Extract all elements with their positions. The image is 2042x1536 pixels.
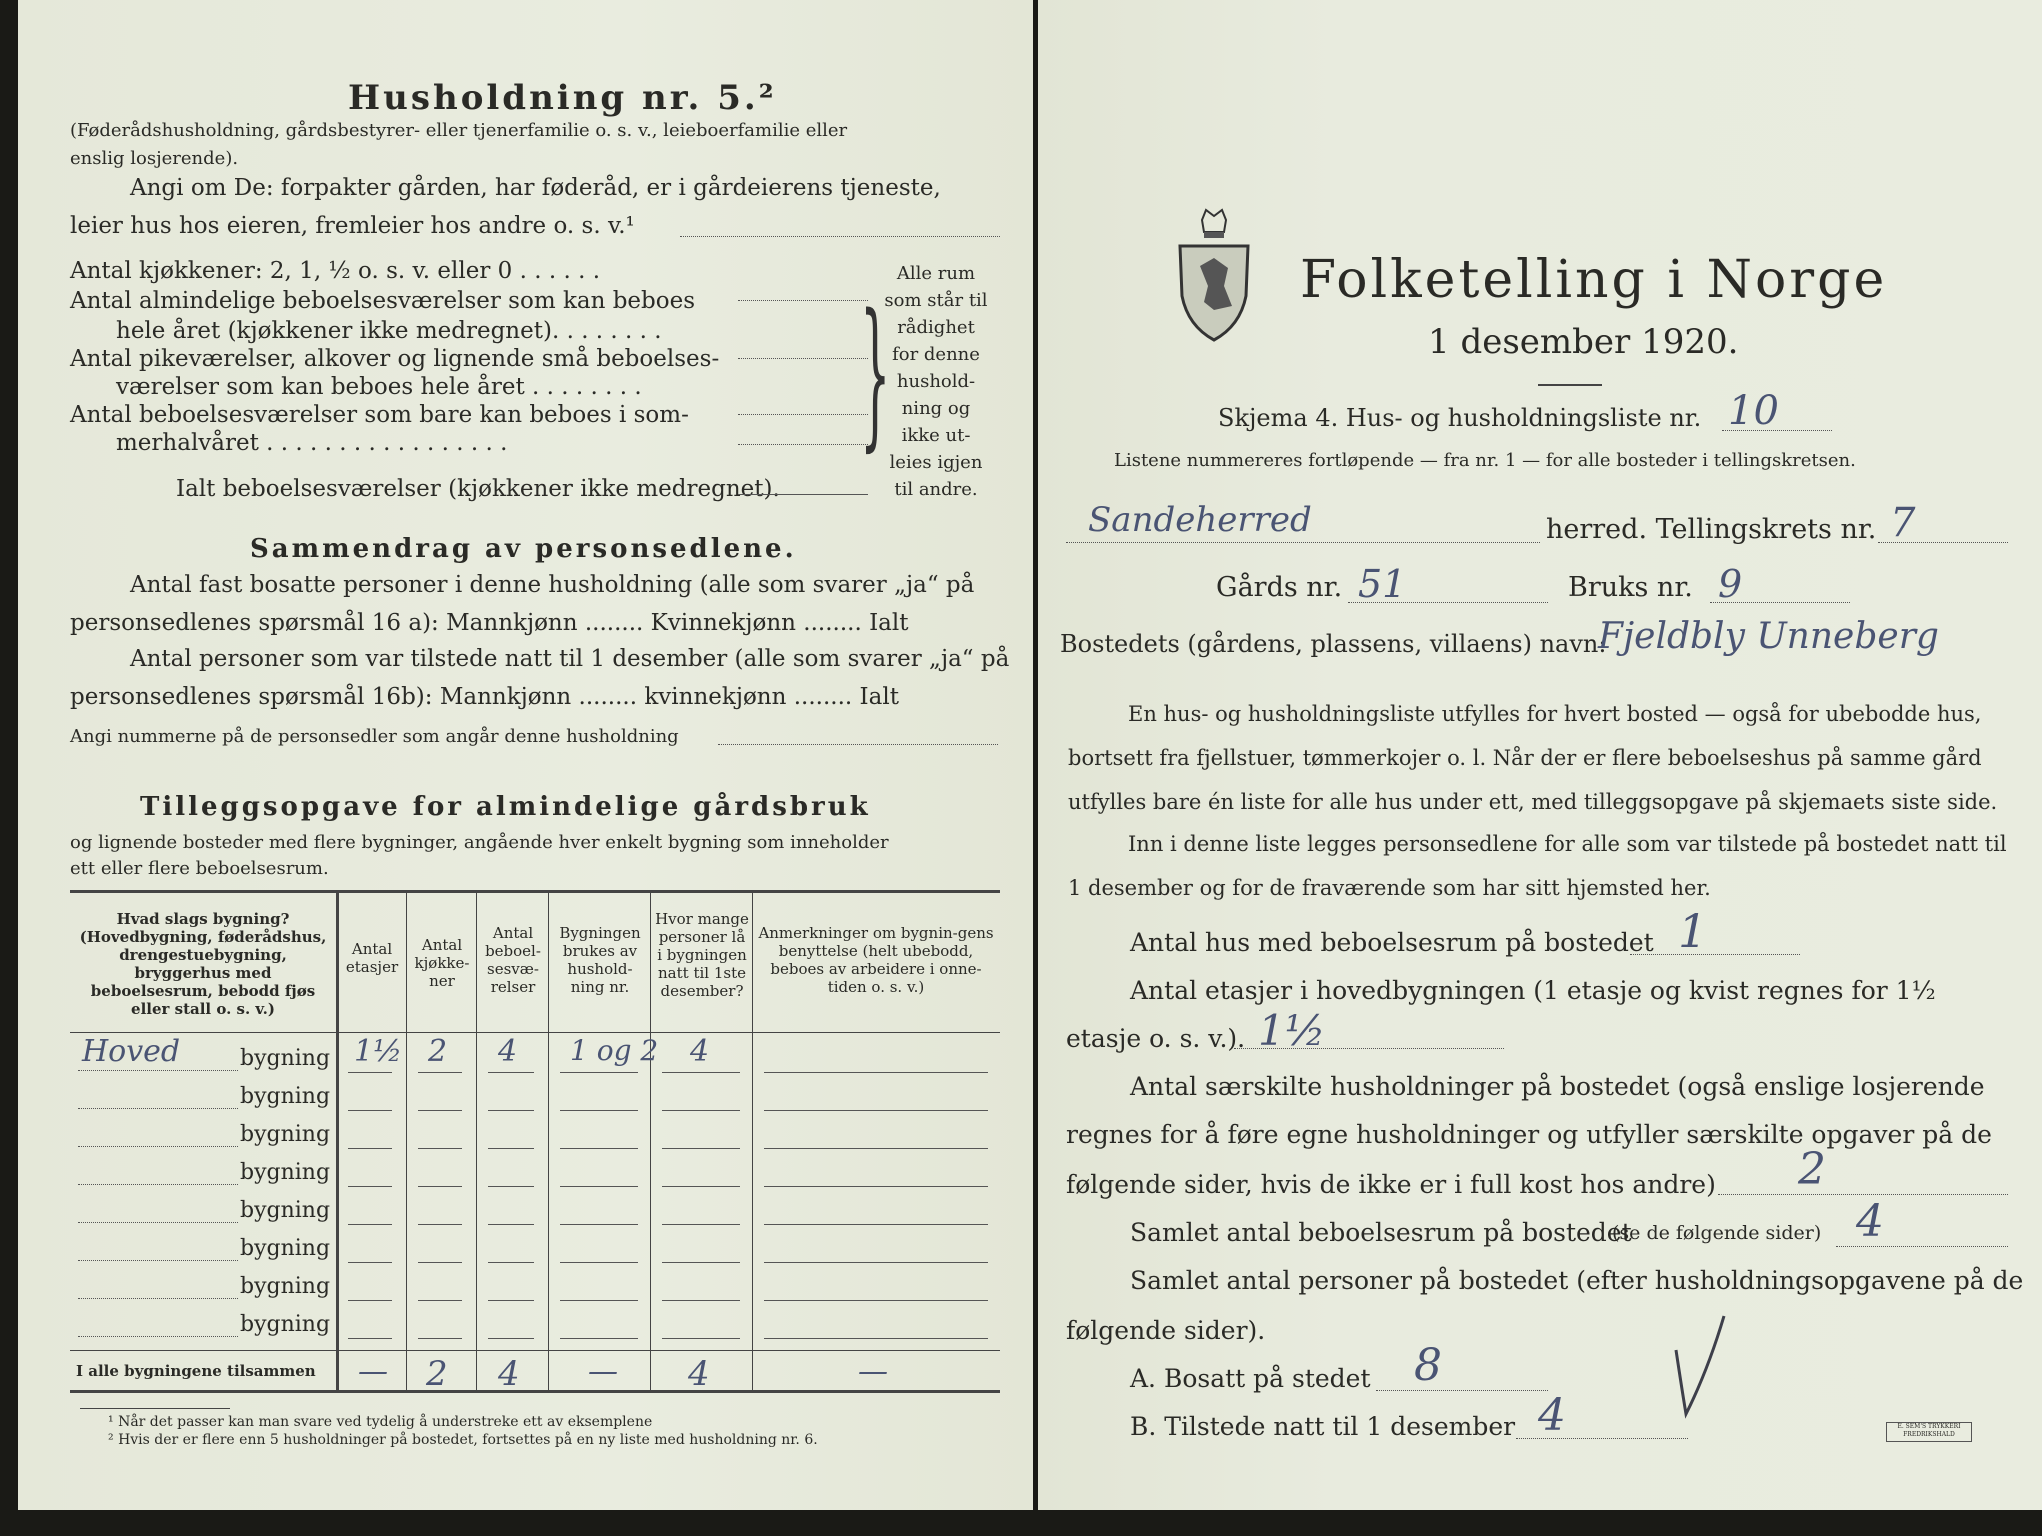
table-bottom-rule	[70, 1390, 1000, 1393]
q-pikevaerelser-2: værelser som kan beboes hele året . . . . . . . .	[116, 374, 642, 400]
row-cell-line	[764, 1072, 988, 1073]
table-vline-4	[548, 892, 549, 1390]
husholdninger-line	[1718, 1194, 2008, 1195]
brace-note-line: som står til	[884, 290, 988, 311]
title-rule	[1538, 384, 1602, 386]
table-vline-5	[650, 892, 651, 1390]
brace-note	[876, 260, 996, 503]
gards-line	[1348, 602, 1548, 603]
bruks-label: Bruks nr.	[1568, 572, 1693, 603]
herred-line	[1066, 542, 1540, 543]
row-bygning-label: bygning	[240, 1122, 331, 1147]
info-para-3: utfylles bare én liste for alle hus under ett, med tilleggsopgave på skjemaets siste side.	[1068, 790, 1998, 814]
row-bygning-label: bygning	[240, 1312, 331, 1337]
q-pikevaerelser-1: Antal pikeværelser, alkover og lignende små beboelses-	[70, 346, 720, 372]
husholdninger-line-3: følgende sider, hvis de ikke er i full kost hos andre)	[1066, 1170, 1716, 1199]
printer-stamp: E. SEM'S TRYKKERI FREDRIKSHALD	[1886, 1422, 1972, 1442]
row-cell-line	[418, 1072, 462, 1073]
right-page	[1038, 0, 2042, 1510]
tilstede-value: 4	[1538, 1390, 1566, 1441]
row-cell-line	[662, 1300, 740, 1301]
q-ialt: Ialt beboelsesværelser (kjøkkener ikke medregnet).	[176, 476, 780, 502]
row-cell-line	[348, 1338, 392, 1339]
bosatt-value: 8	[1414, 1340, 1442, 1391]
answer-line-sommer-b	[738, 444, 868, 445]
tellingskrets-number: 7	[1890, 500, 1916, 546]
husholdninger-line-1: Antal særskilte husholdninger på bostedet (også enslige losjerende	[1130, 1072, 1985, 1101]
norway-coat-of-arms-icon	[1174, 206, 1254, 346]
row-cell-line	[488, 1110, 534, 1111]
brace-note-line: hushold-	[896, 371, 976, 392]
info-para-5: 1 desember og for de fraværende som har sitt hjemsted her.	[1068, 876, 1711, 900]
row-cell-line	[348, 1110, 392, 1111]
row-cell-line	[560, 1186, 638, 1187]
answer-line-sommer-a	[738, 414, 868, 415]
tillegg-title: Tilleggsopgave for almindelige gårdsbruk	[140, 792, 871, 822]
herred-label: herred. Tellingskrets nr.	[1546, 514, 1877, 545]
intro-line-2: enslig losjerende).	[70, 148, 239, 169]
col-header-personer: Hvor mange personer lå i bygningen natt til 1ste desember?	[655, 910, 749, 1000]
q-almindelige-1: Antal almindelige beboelsesværelser som kan beboes	[70, 288, 696, 314]
rom-line	[1836, 1246, 2008, 1247]
row-cell-line	[662, 1224, 740, 1225]
row-cell-line	[418, 1148, 462, 1149]
etasjer-line-2: etasje o. s. v.).	[1066, 1024, 1246, 1053]
bosatt-line	[1376, 1390, 1548, 1391]
table-vline-6	[752, 892, 753, 1390]
total-rom: 4	[498, 1354, 520, 1394]
brace: }	[860, 279, 891, 466]
row-name-line	[78, 1146, 238, 1147]
col-header-bygning: Hvad slags bygning? (Hovedbygning, føderådshus, drengestuebygning, bryggerhus med beboelsesrum, bebodd fjøs eller stall o. s. v.)	[79, 910, 327, 1018]
col-header-etasjer: Antal etasjer	[345, 940, 399, 976]
intro-line-1: (Føderådshusholdning, gårdsbestyrer- eller tjenerfamilie o. s. v., leieboerfamilie eller	[70, 120, 848, 141]
row-name-line	[78, 1336, 238, 1337]
col-header-husholdning: Bygningen brukes av hushold-ning nr.	[559, 924, 641, 996]
row-rom: 4	[498, 1034, 518, 1069]
answer-line-pike	[738, 358, 868, 359]
tilstede-line	[1516, 1438, 1688, 1439]
row-cell-line	[348, 1300, 392, 1301]
rom-note: (se de følgende sider)	[1612, 1222, 1822, 1244]
row-etasjer: 1½	[354, 1034, 403, 1069]
bosatt-label: A. Bosatt på stedet	[1130, 1364, 1371, 1393]
skjema-number: 10	[1728, 388, 1779, 434]
row-cell-line	[488, 1300, 534, 1301]
row-cell-line	[662, 1262, 740, 1263]
row-cell-line	[764, 1338, 988, 1339]
nummerne-line	[718, 744, 998, 745]
skjema-number-line	[1722, 430, 1832, 431]
row-bygning-label: bygning	[240, 1084, 331, 1109]
row-bygning-label: bygning	[240, 1274, 331, 1299]
row-cell-line	[560, 1262, 638, 1263]
angi-answer-line	[680, 236, 1000, 237]
row-cell-line	[662, 1338, 740, 1339]
info-para-2: bortsett fra fjellstuer, tømmerkojer o. l. Når der er flere beboelseshus på samme gård	[1068, 746, 1982, 770]
bruks-number: 9	[1718, 562, 1743, 606]
total-anmerkninger: —	[858, 1354, 888, 1389]
brace-note-line: ikke ut-	[901, 425, 971, 446]
tellingskrets-line	[1878, 542, 2008, 543]
row-cell-line	[764, 1110, 988, 1111]
col-header-rom: Antal beboel-sesvæ-relser	[485, 924, 541, 996]
row-cell-line	[662, 1072, 740, 1073]
row-cell-line	[488, 1072, 534, 1073]
row-cell-line	[418, 1300, 462, 1301]
row-husholdning: 1 og 2	[570, 1034, 659, 1067]
footnote-2: ² Hvis der er flere enn 5 husholdninger på bostedet, fortsettes på en ny liste med husholdning nr. 6.	[108, 1432, 818, 1448]
row-name-line	[78, 1070, 238, 1071]
brace-note-line: rådighet	[897, 317, 975, 338]
row-cell-line	[560, 1300, 638, 1301]
tillegg-line-1: og lignende bosteder med flere bygninger, angående hver enkelt bygning som inneholder	[70, 832, 889, 853]
rom-value: 4	[1856, 1196, 1884, 1247]
footnote-rule	[80, 1408, 230, 1409]
q-kjokkener: Antal kjøkkener: 2, 1, ½ o. s. v. eller 0 . . . . . .	[70, 258, 601, 284]
info-para-1: En hus- og husholdningsliste utfylles for hvert bosted — også for ubebodde hus,	[1128, 702, 1982, 726]
etasjer-value: 1½	[1258, 1006, 1326, 1055]
bosted-value: Fjeldbly Unneberg	[1598, 616, 1939, 657]
total-personer: 4	[688, 1354, 710, 1394]
row-bygning-label: bygning	[240, 1236, 331, 1261]
husholdninger-line-2: regnes for å føre egne husholdninger og utfyller særskilte opgaver på de	[1066, 1120, 1992, 1149]
total-etasjer: —	[358, 1354, 388, 1389]
total-kjokkener: 2	[426, 1354, 448, 1394]
row-cell-line	[560, 1072, 638, 1073]
bosted-label: Bostedets (gårdens, plassens, villaens) navn:	[1060, 630, 1607, 658]
sammendrag-title: Sammendrag av personsedlene.	[250, 534, 797, 564]
bruks-line	[1710, 602, 1850, 603]
total-husholdning: —	[588, 1354, 618, 1389]
row-cell-line	[348, 1224, 392, 1225]
row-cell-line	[560, 1110, 638, 1111]
left-page	[18, 0, 1033, 1510]
footnote-1: ¹ Når det passer kan man svare ved tydelig å understreke ett av eksemplene	[108, 1414, 653, 1430]
row-name-line	[78, 1108, 238, 1109]
row-kjokkener: 2	[428, 1034, 448, 1069]
hus-label: Antal hus med beboelsesrum på bostedet	[1130, 928, 1654, 957]
row-cell-line	[764, 1300, 988, 1301]
angi-line-2: leier hus hos eieren, fremleier hos andre o. s. v.¹	[70, 213, 635, 239]
row-cell-line	[764, 1224, 988, 1225]
table-vline-1	[336, 892, 339, 1390]
sammendrag-line-2: personsedlenes spørsmål 16 a): Mannkjønn ........ Kvinnekjønn ........ Ialt	[70, 610, 909, 636]
sammendrag-line-5: Angi nummerne på de personsedler som angår denne husholdning	[70, 726, 679, 747]
sammendrag-line-4: personsedlenes spørsmål 16b): Mannkjønn ........ kvinnekjønn ........ Ialt	[70, 684, 899, 710]
row-cell-line	[560, 1338, 638, 1339]
row-cell-line	[764, 1186, 988, 1187]
brace-note-line: til andre.	[894, 479, 978, 500]
table-header-rule	[70, 1032, 1000, 1033]
angi-line-1: Angi om De: forpakter gården, har føderåd, er i gårdeierens tjeneste,	[130, 175, 941, 201]
tillegg-line-2: ett eller flere beboelsesrum.	[70, 858, 329, 879]
row-cell-line	[662, 1148, 740, 1149]
row-cell-line	[488, 1338, 534, 1339]
info-para-4: Inn i denne liste legges personsedlene for alle som var tilstede på bostedet natt til	[1128, 832, 2007, 856]
personer-line-2: følgende sider).	[1066, 1316, 1266, 1345]
table-vline-3	[476, 892, 477, 1390]
table-top-rule	[70, 890, 1000, 893]
listene-note: Listene nummereres fortløpende — fra nr. 1 — for alle bosteder i tellingskretsen.	[1114, 450, 1856, 471]
etasjer-line-1: Antal etasjer i hovedbygningen (1 etasje og kvist regnes for 1½	[1130, 976, 1936, 1005]
brace-note-line: Alle rum	[896, 263, 976, 284]
row-name-line	[78, 1184, 238, 1185]
row-cell-line	[560, 1148, 638, 1149]
q-almindelige-2: hele året (kjøkkener ikke medregnet). . . . . . . .	[116, 318, 662, 344]
etasjer-line	[1234, 1048, 1504, 1049]
row-name-line	[78, 1298, 238, 1299]
answer-line-alm	[738, 300, 868, 301]
gards-number: 51	[1358, 562, 1407, 606]
row-personer: 4	[690, 1034, 710, 1069]
row-name-line	[78, 1260, 238, 1261]
row-cell-line	[662, 1110, 740, 1111]
census-date: 1 desember 1920.	[1428, 322, 1739, 362]
row-bygning-label: bygning	[240, 1046, 331, 1071]
tilstede-label: B. Tilstede natt til 1 desember	[1130, 1412, 1516, 1441]
row-cell-line	[418, 1338, 462, 1339]
q-sommer-1: Antal beboelsesværelser som bare kan beboes i som-	[70, 402, 689, 428]
q-sommer-2: merhalvåret . . . . . . . . . . . . . . . . .	[116, 430, 508, 456]
skjema-label: Skjema 4. Hus- og husholdningsliste nr.	[1218, 404, 1702, 432]
row-bygning-label: bygning	[240, 1198, 331, 1223]
row-cell-line	[488, 1224, 534, 1225]
row-cell-line	[764, 1148, 988, 1149]
row-name-line	[78, 1222, 238, 1223]
row-cell-line	[662, 1186, 740, 1187]
row-name: Hoved	[82, 1034, 181, 1069]
row-cell-line	[488, 1262, 534, 1263]
census-title: Folketelling i Norge	[1300, 250, 1888, 310]
hus-value: 1	[1678, 904, 1708, 958]
row-cell-line	[488, 1148, 534, 1149]
col-header-kjokkener: Antal kjøkke-ner	[414, 936, 470, 990]
col-header-anmerkninger: Anmerkninger om bygnin-gens benyttelse (helt ubebodd, beboes av arbeidere i onne-tiden o. s. v.)	[758, 924, 994, 996]
row-cell-line	[348, 1262, 392, 1263]
sammendrag-line-1: Antal fast bosatte personer i denne husholdning (alle som svarer „ja“ på	[130, 572, 975, 598]
table-vline-2	[406, 892, 407, 1390]
row-cell-line	[348, 1072, 392, 1073]
row-cell-line	[418, 1262, 462, 1263]
herred-value: Sandeherred	[1088, 500, 1312, 540]
rom-label: Samlet antal beboelsesrum på bostedet	[1130, 1218, 1632, 1247]
row-cell-line	[418, 1110, 462, 1111]
table-total-rule	[70, 1350, 1000, 1351]
row-cell-line	[418, 1224, 462, 1225]
row-cell-line	[488, 1186, 534, 1187]
gards-label: Gårds nr.	[1216, 572, 1343, 603]
brace-note-line: ning og	[901, 398, 971, 419]
sammendrag-line-3: Antal personer som var tilstede natt til 1 desember (alle som svarer „ja“ på	[130, 646, 1010, 672]
row-cell-line	[560, 1224, 638, 1225]
total-label: I alle bygningene tilsammen	[76, 1362, 316, 1380]
personer-line-1: Samlet antal personer på bostedet (efter husholdningsopgavene på de	[1130, 1266, 2024, 1295]
row-cell-line	[348, 1148, 392, 1149]
row-cell-line	[418, 1186, 462, 1187]
row-cell-line	[348, 1186, 392, 1187]
husholdninger-value: 2	[1798, 1144, 1826, 1195]
hus-line	[1630, 954, 1800, 955]
checkmark-icon	[1668, 1310, 1738, 1434]
answer-line-ialt	[738, 494, 868, 495]
row-cell-line	[764, 1262, 988, 1263]
brace-note-line: leies igjen	[889, 452, 983, 473]
row-bygning-label: bygning	[240, 1160, 331, 1185]
household-title: Husholdning nr. 5.²	[348, 78, 777, 118]
brace-note-line: for denne	[892, 344, 980, 365]
